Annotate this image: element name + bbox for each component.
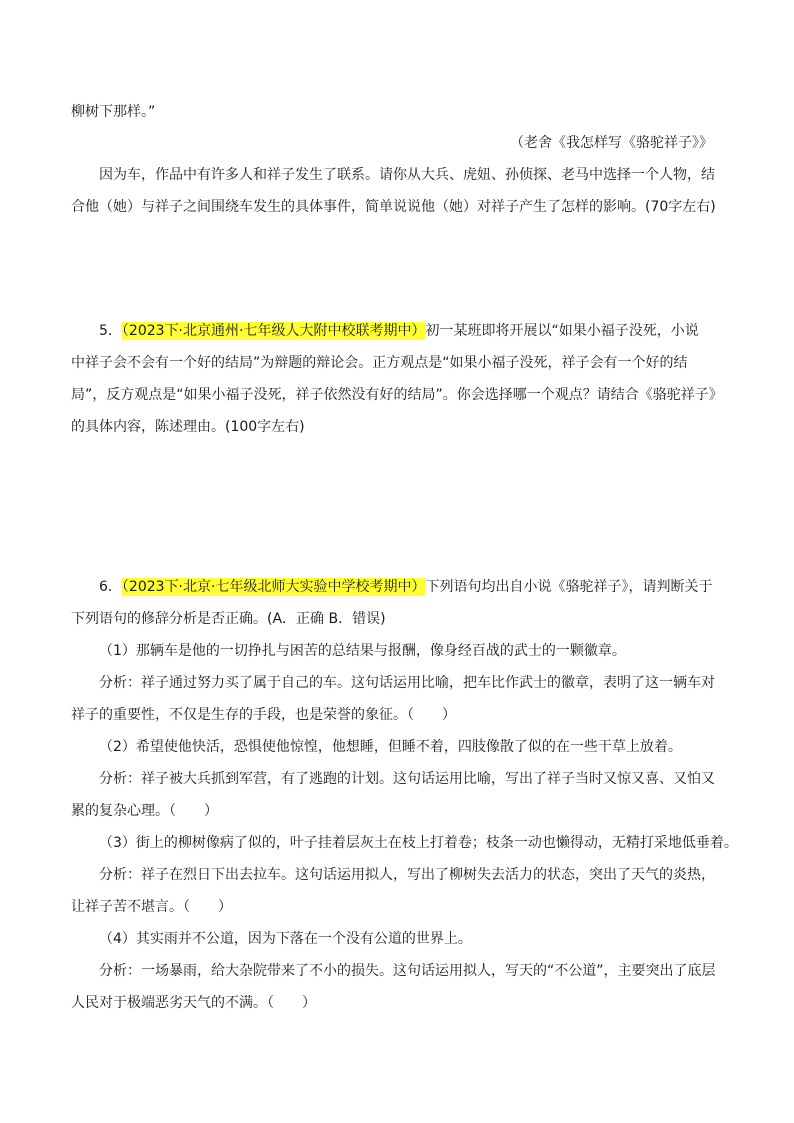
item-analysis: 分析：祥子通过努力买了属于自己的车。这句话运用比喻，把车比作武士的徽章，表明了这一辆车对 — [99, 675, 715, 691]
item-analysis: 累的复杂心理。（ ） — [71, 803, 218, 819]
question-5-line — [99, 322, 699, 340]
item-analysis: 分析：祥子被大兵抓到军营，有了逃跑的计划。这句话运用比喻，写出了祥子当时又惊又喜、又怕又 — [99, 771, 715, 787]
item-analysis: 祥子的重要性，不仅是生存的手段，也是荣誉的象征。（ ） — [71, 707, 456, 723]
text-line: 下列语句的修辞分析是否正确。(A．正确 B．错误) — [71, 611, 386, 627]
source-highlight: （2023下·北京·七年级北师大实验中学校考期中） — [121, 579, 426, 595]
item-analysis: 分析：祥子在烈日下出去拉车。这句话运用拟人，写出了柳树失去活力的状态，突出了天气的炎热， — [99, 867, 715, 883]
item-analysis: 人民对于极端恶劣天气的不满。（ ） — [71, 995, 316, 1011]
question-6-line — [99, 578, 712, 596]
item-analysis: 分析：一场暴雨，给大杂院带来了不小的损失。这句话运用拟人，写天的“不公道”，主要突出了底层 — [99, 963, 716, 979]
text: 初一某班即将开展以“如果小福子没死，小说 — [425, 323, 699, 339]
item-analysis: 让祥子苦不堪言。（ ） — [71, 899, 232, 915]
text-line: 中祥子会不会有一个好的结局”为辩题的辩论会。正方观点是“如果小福子没死，祥子会有一个好的结 — [71, 355, 688, 371]
text: 下列语句均出自小说《骆驼祥子》，请判断关于 — [425, 579, 713, 595]
text-line: 柳树下那样。” — [71, 104, 156, 120]
text-line: 因为车，作品中有许多人和祥子发生了联系。请你从大兵、虎妞、孙侦探、老马中选择一个人物，结 — [99, 167, 715, 183]
text-line: 合他（她）与祥子之间围绕车发生的具体事件，简单说说他（她）对祥子产生了怎样的影响。(70字左右) — [71, 199, 716, 215]
item-sentence: （1）那辆车是他的一切挣扎与困苦的总结果与报酬，像身经百战的武士的一颗徽章。 — [99, 643, 626, 659]
item-sentence: （4）其实雨并不公道，因为下落在一个没有公道的世界上。 — [99, 931, 472, 947]
question-number: 5． — [99, 323, 122, 339]
item-sentence: （3）街上的柳树像病了似的，叶子挂着层灰土在枝上打着卷；枝条一动也懒得动，无精打采地低垂着。 — [99, 835, 738, 851]
citation: （老舍《我怎样写《骆驼祥子》》 — [510, 135, 713, 151]
text-line: 局”，反方观点是“如果小福子没死，祥子依然没有好的结局”。你会选择哪一个观点？请结合《骆驼祥子》 — [71, 387, 723, 403]
item-sentence: （2）希望使他快活，恐惧使他惊惶，他想睡，但睡不着，四肢像散了似的在一些干草上放着。 — [99, 739, 682, 755]
question-number: 6． — [99, 579, 122, 595]
text-line: 的具体内容，陈述理由。(100字左右) — [71, 419, 305, 435]
source-highlight: （2023下·北京通州·七年级人大附中校联考期中） — [121, 323, 426, 339]
